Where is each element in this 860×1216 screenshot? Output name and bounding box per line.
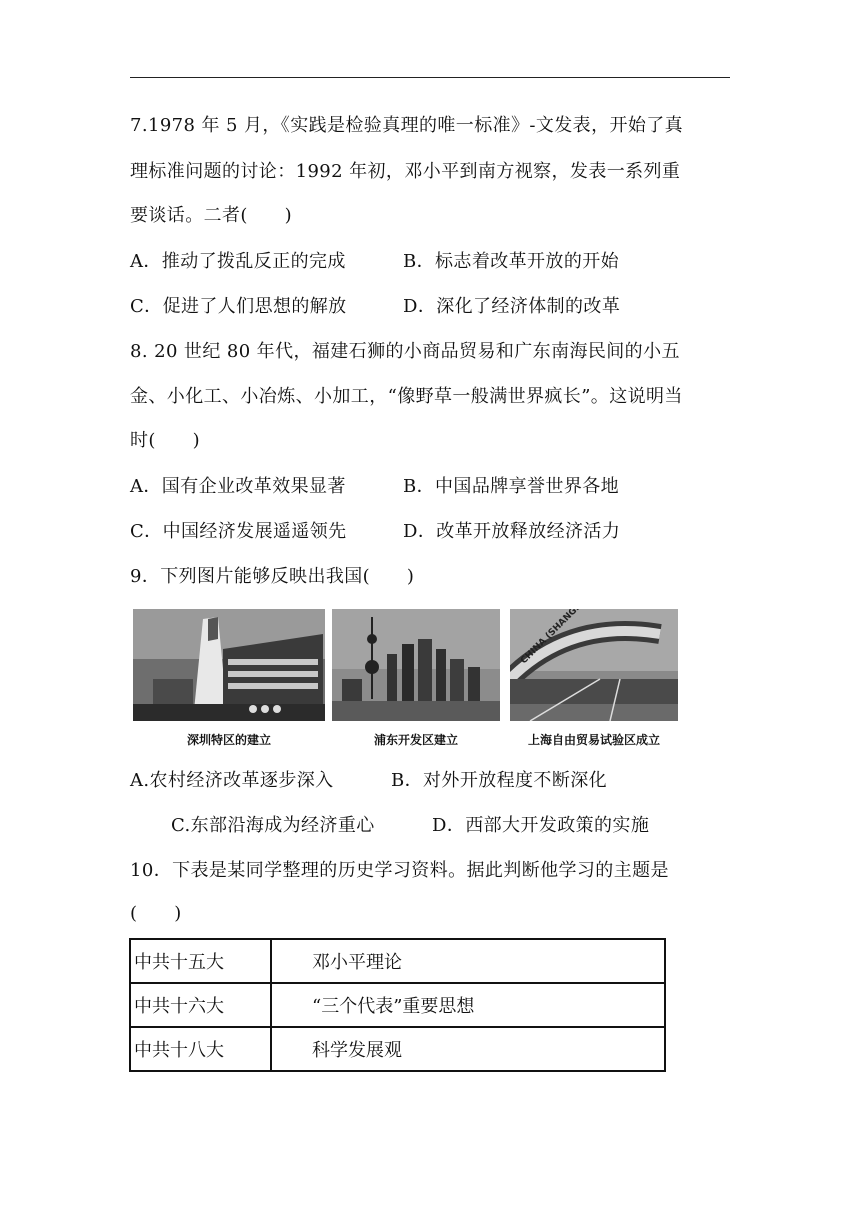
q7-stem-line-2: 理标准问题的讨论：1992 年初，邓小平到南方视察，发表一系列重 (130, 161, 681, 182)
arch-gate-photo (510, 609, 678, 721)
q9-caption-2: 浦东开发区建立 (373, 733, 458, 747)
table-cell-theory: 邓小平理论 (271, 939, 665, 983)
header-rule (130, 77, 730, 78)
table-cell-congress: 中共十五大 (130, 939, 271, 983)
q9-image-strip (133, 609, 678, 755)
q10-stem-line-2: ( ) (130, 903, 182, 924)
q8-stem-line-1: 8. 20 世纪 80 年代，福建石狮的小商品贸易和广东南海民间的小五 (130, 341, 680, 362)
q9-caption-1: 深圳特区的建立 (186, 733, 271, 747)
building-photo (133, 609, 325, 721)
table-row (130, 1027, 665, 1071)
q7-option-c: C．促进了人们思想的解放 (130, 296, 347, 317)
q9-image-pudong (332, 609, 500, 755)
q10-table (129, 938, 666, 1072)
q8-option-a: A．国有企业改革效果显著 (130, 476, 346, 497)
table-row (130, 939, 665, 983)
q9-stem-line-1: 9．下列图片能够反映出我国( ) (130, 566, 415, 587)
table-cell-theory: “三个代表”重要思想 (271, 983, 665, 1027)
q7-option-a: A．推动了拨乱反正的完成 (130, 251, 346, 272)
q10-stem-line-1: 10．下表是某同学整理的历史学习资料。据此判断他学习的主题是 (130, 860, 669, 881)
q7-stem-line-1: 7.1978 年 5 月，《实践是检验真理的唯一标准》-文发表，开始了真 (130, 115, 684, 136)
q9-option-c: C.东部沿海成为经济重心 (171, 815, 375, 836)
q7-stem-line-3: 要谈话。二者( ) (130, 205, 293, 226)
table-row (130, 983, 665, 1027)
skyline-photo (332, 609, 500, 721)
table-cell-congress: 中共十六大 (130, 983, 271, 1027)
q7-option-d: D．深化了经济体制的改革 (403, 296, 621, 317)
q8-option-c: C．中国经济发展遥遥领先 (130, 521, 347, 542)
table-cell-congress: 中共十八大 (130, 1027, 271, 1071)
q8-stem-line-3: 时( ) (130, 430, 201, 451)
q9-option-d: D．西部大开发政策的实施 (432, 815, 650, 836)
q9-image-shenzhen (133, 609, 325, 755)
q9-option-a: A.农村经济改革逐步深入 (130, 770, 334, 791)
q9-image-ftz (510, 609, 678, 755)
q7-option-b: B．标志着改革开放的开始 (403, 251, 620, 272)
q8-option-d: D．改革开放释放经济活力 (403, 521, 621, 542)
q8-option-b: B．中国品牌享誉世界各地 (403, 476, 620, 497)
table-cell-theory: 科学发展观 (271, 1027, 665, 1071)
q9-option-b: B．对外开放程度不断深化 (391, 770, 608, 791)
q8-stem-line-2: 金、小化工、小冶炼、小加工，“像野草一般满世界疯长”。这说明当 (130, 386, 683, 407)
q9-caption-3: 上海自由贸易试验区成立 (527, 733, 660, 747)
